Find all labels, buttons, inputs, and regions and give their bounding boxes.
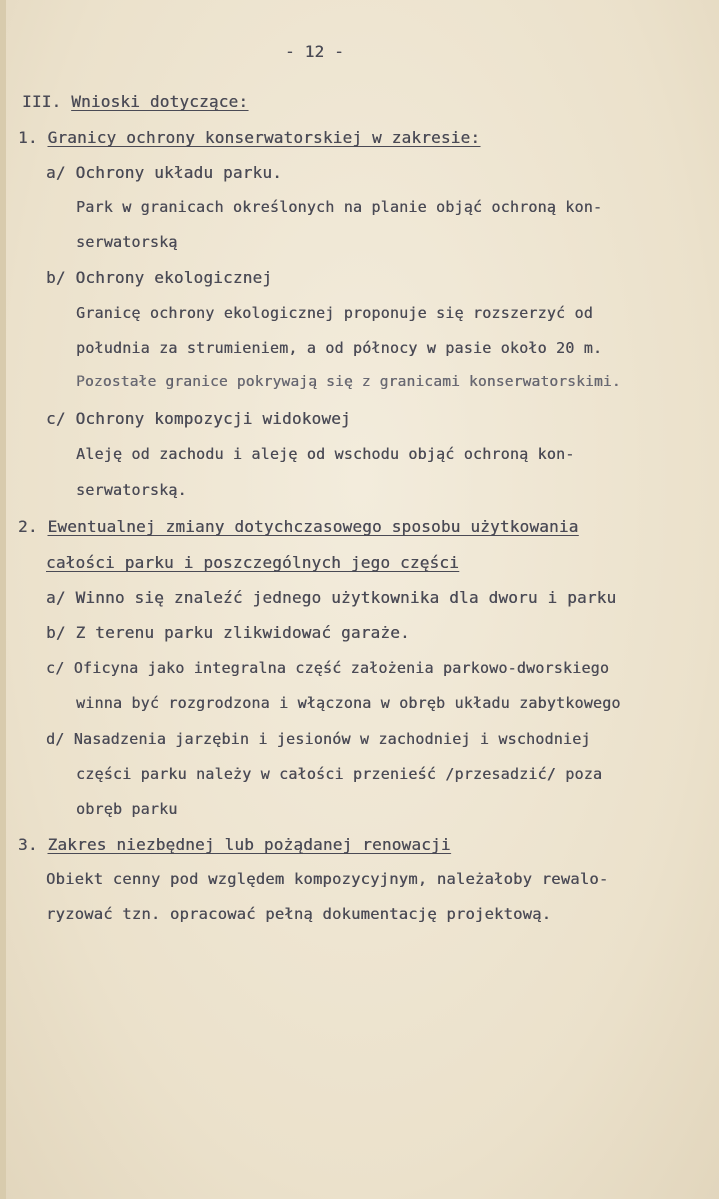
item-2b-line-1: Z terenu parku zlikwidować garaże. xyxy=(75,623,410,642)
item-1b-heading xyxy=(46,268,272,287)
item-2a-line-1: Winno się znaleźć jednego użytkownika dla dworu i parku xyxy=(75,588,617,607)
item-2a xyxy=(46,588,616,607)
item-1a-title: Ochrony układu parku. xyxy=(75,163,283,182)
item-2-title: Ewentualnej zmiany dotychczasowego sposobu użytkowania xyxy=(47,517,579,536)
item-2-number: 2. xyxy=(18,517,38,536)
item-2c-line-1: Oficyna jako integralna część założenia parkowo-dworskiego xyxy=(73,659,610,677)
item-1a-line-1: Park w granicach określonych na planie objąć ochroną kon- xyxy=(76,198,603,216)
item-1b-line-3: Pozostałe granice pokrywają się z granicami konserwatorskimi. xyxy=(76,374,621,390)
item-1b-title: Ochrony ekologicznej xyxy=(75,268,273,287)
item-1b-line-1: Granicę ochrony ekologicznej proponuje się rozszerzyć od xyxy=(76,304,593,322)
item-1c-heading xyxy=(46,409,351,428)
item-3-line-2: ryzować tzn. opracować pełną dokumentację projektową. xyxy=(46,905,552,923)
item-1c-title: Ochrony kompozycji widokowej xyxy=(75,409,351,428)
item-1b-letter: b/ xyxy=(46,268,66,287)
item-2d-line-1: Nasadzenia jarzębin i jesionów w zachodniej i wschodniej xyxy=(73,730,591,748)
section-title: Wnioski dotyczące: xyxy=(71,92,249,111)
page-number: - 12 - xyxy=(285,42,344,61)
item-3-heading xyxy=(18,835,451,854)
item-2-heading xyxy=(18,517,579,536)
item-2d-line-3: obręb parku xyxy=(76,800,178,818)
item-2c-line-2: winna być rozgrodzona i włączona w obręb układu zabytkowego xyxy=(76,694,621,712)
item-1c-line-2: serwatorską. xyxy=(76,481,187,499)
item-2c-letter: c/ xyxy=(46,659,65,677)
item-2c xyxy=(46,659,609,677)
item-2-title-continued xyxy=(46,553,459,572)
item-1a-letter: a/ xyxy=(46,163,66,182)
item-1-title: Granicy ochrony konserwatorskiej w zakresie: xyxy=(47,128,481,147)
item-1-heading xyxy=(18,128,480,147)
item-2-title-line-2: całości parku i poszczególnych jego części xyxy=(46,553,459,572)
item-1a-line-2: serwatorską xyxy=(76,233,178,251)
item-2d xyxy=(46,730,591,748)
item-2b-letter: b/ xyxy=(46,623,66,642)
item-1a-heading xyxy=(46,163,282,182)
item-2b xyxy=(46,623,410,642)
paper-edge xyxy=(0,0,6,1199)
section-heading xyxy=(22,92,248,111)
item-2d-letter: d/ xyxy=(46,730,65,748)
item-1c-letter: c/ xyxy=(46,409,66,428)
item-3-line-1: Obiekt cenny pod względem kompozycyjnym, należałoby rewalo- xyxy=(46,870,609,888)
item-3-title: Zakres niezbędnej lub pożądanej renowacji xyxy=(47,835,451,854)
item-2d-line-2: części parku należy w całości przenieść /przesadzić/ poza xyxy=(76,765,603,783)
item-3-number: 3. xyxy=(18,835,38,854)
item-1b-line-2: południa za strumieniem, a od północy w pasie około 20 m. xyxy=(76,339,603,357)
item-1-number: 1. xyxy=(18,128,38,147)
item-1c-line-1: Aleję od zachodu i aleję od wschodu objąć ochroną kon- xyxy=(76,445,575,463)
section-numeral: III. xyxy=(22,92,62,111)
item-2a-letter: a/ xyxy=(46,588,66,607)
